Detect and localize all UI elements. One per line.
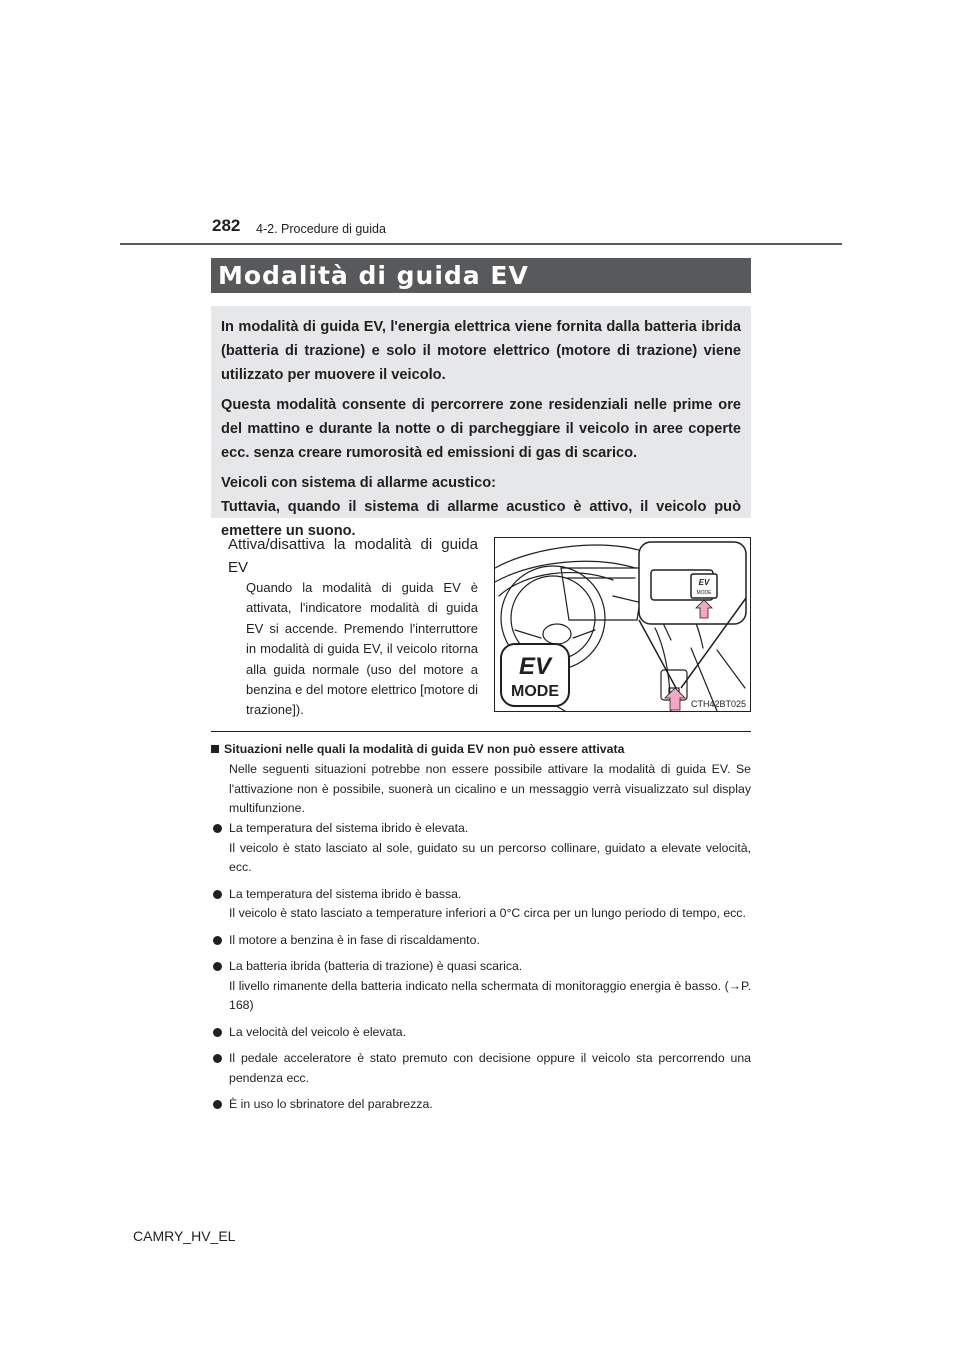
list-item-title: La batteria ibrida (batteria di trazione) è quasi scarica. bbox=[229, 959, 523, 973]
list-item bbox=[211, 885, 751, 924]
dashboard-drawing bbox=[495, 538, 750, 711]
bullet-icon bbox=[213, 1028, 222, 1037]
section-reference: 4-2. Procedure di guida bbox=[256, 222, 386, 236]
callout-body: Quando la modalità di guida EV è attivata, l'indicatore modalità di guida EV si accende. Premendo l'interruttore in modalità di guida EV, il veicolo ritorna alla guida normale (uso del motore a benzina e del motore elettrico [motore di trazione]). bbox=[246, 580, 478, 718]
situations-heading bbox=[211, 741, 751, 757]
list-item-detail: Il veicolo è stato lasciato a temperature inferiori a 0°C circa per un lungo periodo di tempo, ecc. bbox=[229, 906, 746, 920]
list-item-title: È in uso lo sbrinatore del parabrezza. bbox=[229, 1097, 433, 1111]
bullet-icon bbox=[213, 890, 222, 899]
small-ev-label: EV bbox=[698, 578, 710, 587]
intro-paragraph-3-heading: Veicoli con sistema di allarme acustico: bbox=[221, 475, 496, 491]
intro-paragraph-1: In modalità di guida EV, l'energia elettrica viene fornita dalla batteria ibrida (batteria di trazione) e solo il motore elettrico (motore di trazione) viene utilizzato per muovere il veicolo. bbox=[221, 319, 741, 383]
bullet-icon bbox=[213, 1100, 222, 1109]
header-rule bbox=[120, 243, 842, 245]
situations-list bbox=[211, 819, 751, 1122]
intro-paragraph-2: Questa modalità consente di percorrere zone residenziali nelle prime ore del mattino e durante la notte o di parcheggiare il veicolo in aree coperte ecc. senza creare rumorosità ed emissioni di gas di scarico. bbox=[221, 397, 741, 461]
list-item-title: Il pedale acceleratore è stato premuto con decisione oppure il veicolo sta percorrendo una pendenza ecc. bbox=[229, 1051, 751, 1085]
list-item bbox=[211, 957, 751, 1016]
big-ev-label: EV bbox=[518, 653, 552, 680]
list-item bbox=[211, 931, 751, 951]
footer-code: CAMRY_HV_EL bbox=[133, 1228, 236, 1244]
list-item bbox=[211, 1049, 751, 1088]
situations-text: Nelle seguenti situazioni potrebbe non essere possibile attivare la modalità di guida EV. Se l'attivazione non è possibile, suonerà un cicalino e un messaggio verrà visualizzato sul display multifunzione. bbox=[229, 762, 751, 815]
list-item bbox=[211, 819, 751, 878]
list-item-title: La velocità del veicolo è elevata. bbox=[229, 1024, 407, 1039]
small-mode-label: MODE bbox=[696, 590, 712, 596]
bullet-icon bbox=[213, 962, 222, 971]
callout-title: Attiva/disattiva la modalità di guida EV bbox=[228, 536, 478, 576]
situations-heading-text: Situazioni nelle quali la modalità di guida EV non può essere attivata bbox=[224, 742, 625, 756]
list-item bbox=[211, 1095, 751, 1115]
page-title-bar bbox=[211, 258, 751, 293]
section-divider bbox=[211, 731, 751, 732]
intro-paragraph-3: Tuttavia, quando il sistema di allarme acustico è attivo, il veicolo può emettere un suono. bbox=[221, 499, 741, 539]
bullet-icon bbox=[213, 1054, 222, 1063]
bullet-icon bbox=[213, 936, 222, 945]
intro-box bbox=[211, 306, 751, 539]
square-bullet-icon bbox=[211, 745, 219, 753]
ev-mode-illustration bbox=[494, 537, 751, 712]
page-title: Modalità di guida EV bbox=[218, 261, 529, 290]
list-item-title: Il motore a benzina è in fase di riscaldamento. bbox=[229, 932, 480, 947]
bullet-icon bbox=[213, 824, 222, 833]
list-item-detail: Il livello rimanente della batteria indicato nella schermata di monitoraggio energia è basso. (→P. 168) bbox=[229, 978, 751, 1012]
list-item bbox=[211, 1023, 751, 1043]
page-number: 282 bbox=[212, 216, 241, 235]
list-item-title: La temperatura del sistema ibrido è bassa. bbox=[229, 886, 462, 901]
list-item-title: La temperatura del sistema ibrido è elevata. bbox=[229, 821, 469, 835]
list-item-detail: Il veicolo è stato lasciato al sole, guidato su un percorso collinare, guidato a elevate velocità, ecc. bbox=[229, 840, 751, 874]
big-mode-label: MODE bbox=[511, 683, 559, 700]
illustration-code: CTH42BT025 bbox=[690, 699, 746, 709]
